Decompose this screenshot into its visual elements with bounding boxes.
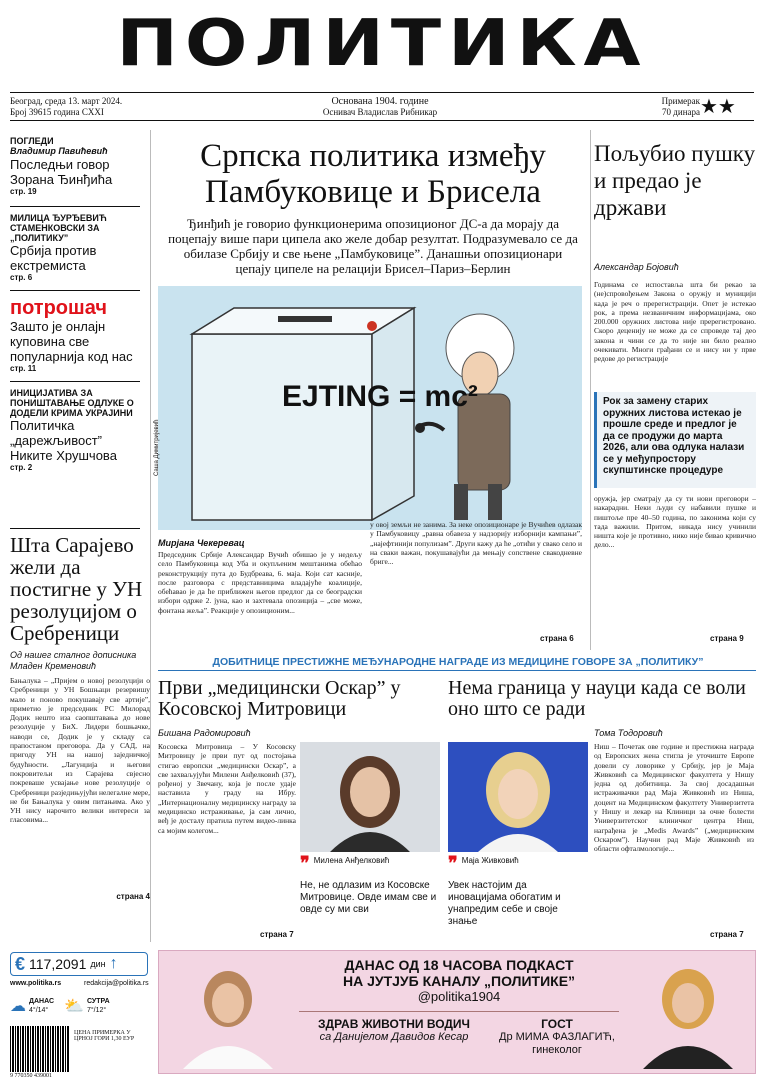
guest-label: ГОСТ [541,1017,573,1031]
rifle-page: страна 9 [710,634,744,643]
maja-photo [448,742,588,852]
masthead [0,0,764,90]
lead-byline: Мирјана Чекеревац [158,538,245,548]
weather-temp: 7°/12° [86,1007,107,1014]
portrait-image [448,742,588,852]
arrow-up-icon: ↑ [109,955,118,972]
lead-page: страна 6 [540,634,574,643]
euro-icon: € [15,953,26,974]
quote-icon: ❞ [300,853,310,873]
story1-page: страна 7 [260,930,294,939]
divider [10,206,140,207]
podcast-line1: ДАНАС ОД 18 ЧАСОВА ПОДКАСТ [344,957,574,973]
website-link[interactable]: www.politika.rs [10,980,62,987]
story1-body: Косовска Митровица – У Косовску Митровицу је први пут од постојања стигао европски „медицински Оскар”, а све захваљујући Милени Анђелковић (37), рођеној у Звечану, која је после удаје наставила у граду на Ибру. „Интернационалну медицинску награду за медицинско истраживање, ја сам лично, веђ је досталу пратила путем видео-линка са мојим колегом... [158,742,296,835]
podcast-promo[interactable] [158,950,756,1074]
sarajevo-headline: Шта Сарајево жели да постигне у УН резолуцијом о Сребреници [10,533,143,645]
quote-text: Увек настојим да иновацијама обогатим и унапредим себе и своје знање [448,880,561,927]
teaser-section: ПОГЛЕДИ [10,136,54,146]
price: 70 динара [662,107,700,117]
dateline: Београд, среда 13. март 2024. [10,96,123,106]
sarajevo-body: Бањалука – „Пријем о новој резолуцији о Сребреници у УН Бошњаци резервишу мало и поново покушавају све артије”, приметио је председник РС Милорад Додик нешто иза саопштавања до нове резолуције у БиХ. Лидери бошњачке, наводи се, Додик је у складу са прапостаном преговора. Да у САД, на пригоду УН на нашој заједничкој будућности. „Лагунџија и његови покровитељи из Сарајева свјесно покреваше усвајање нове резолуције о Сребреници разједињујући нелегалне мере, не би Бањалука у овим питањима. Ако у УН нису нарочито велики интереси за гласовима... [10,676,150,825]
teaser-section: МИЛИЦА ЂУРЂЕВИЋ СТАМЕНКОВСКИ ЗА „ПОЛИТИКУ” [10,213,107,243]
issue-number: Број 39615 година CXXI [10,107,104,117]
story1-headline[interactable]: Први „медицински Оскар” у Косовској Митровици [158,677,401,720]
barcode-number: 9 770350 439001 [10,1073,52,1079]
weather-day: ДАНАС [29,998,55,1005]
founded-text: Основана 1904. године [331,96,429,107]
rifle-byline: Александар Бојовић [594,262,679,272]
show-hosts: са Данијелом Давидов Кесар [319,1031,469,1043]
header-bottom-rule [10,120,754,121]
rifle-box-text: Рок за замену старих оружних листова истекао је прошле среде и предлог је да се продужи до марта 2026, али ова одлука налази се у међупростору скупштинске процедуре [603,396,745,476]
divider [10,381,140,382]
divider [10,290,140,291]
podcast-line2: НА ЈУТЈУБ КАНАЛУ „ПОЛИТИКЕ” [342,973,576,989]
awards-banner: ДОБИТНИЦЕ ПРЕСТИЖНЕ МЕЂУНАРОДНЕ НАГРАДЕ ИЗ МЕДИЦИНЕ ГОВОРЕ ЗА „ПОЛИТИКУ” [212,656,704,668]
weather-block [10,992,150,1020]
lead-headline: Српска политика између Памбуковице и Брисела [200,138,546,210]
exchange-rate-box [10,952,148,976]
teaser-headline: Србија против екстремиста [10,243,97,273]
small-print: ЦЕНА ПРИМЕРКА У ЦРНОЈ ГОРИ 1,30 ЕУР [74,1030,135,1042]
rifle-highlight-box [594,392,756,488]
teaser-consumer[interactable] [10,297,140,373]
divider [299,1011,619,1012]
cloud-icon: ☁ [10,998,26,1015]
teaser-section: ИНИЦИЈАТИВА ЗА ПОНИШТАВАЊЕ ОДЛУКЕ О ДОДЕЛИ КРИМА УКРАЈИНИ [10,388,134,418]
story2-headline[interactable]: Нема граница у науци када се воли оно што се ради [448,677,746,720]
guest-name: Др МИМА ФАЗЛАГИЋ, [499,1031,615,1043]
sarajevo-byline: Од нашег сталног дописника Младен Кременовић [10,650,137,671]
weather-temp: 4°/14° [29,1007,49,1014]
teaser-headline: Политичка „дарежљивост” Никите Хрушчова [10,418,117,463]
teaser-page: стр. 2 [10,463,33,472]
teaser-page: стр. 11 [10,364,37,373]
founder-text: Оснивач Владислав Рибникар [322,107,438,117]
exchange-rate-value: 117,2091 [29,956,87,972]
show-info [299,1017,489,1044]
quote-icon: ❞ [448,853,458,873]
rifle-body-2: оружја, јер сматрају да су ти нови преговори – накарадни. Неки људи су набавили пушке и пиштоље пре 40–50 година, по законима који су тада важили. Притом, никада нису учинили ништа које је противно, нико није бивао кривично дело... [594,494,756,550]
teaser-author: Владимир Павићевић [10,146,108,156]
teaser-headline: Последњи говор Зорана Ђинђића [10,157,113,187]
banner-rule [158,670,756,671]
quote-name: Маја Живковић [461,856,519,865]
story2-quote [448,853,588,928]
story2-page: страна 7 [710,930,744,939]
quote-text: Не, не одлазим из Косовске Митровице. Овде имам све и овде су ми сви [300,880,437,915]
milena-photo [300,742,440,852]
show-title: ЗДРАВ ЖИВОТНИ ВОДИЧ [318,1017,470,1031]
price-block [620,96,700,118]
weather-today [10,992,54,1020]
sarajevo-story[interactable] [10,534,150,901]
newspaper-logo: ПОЛИТИКА [116,7,648,81]
column-divider [150,130,151,942]
masthead-rule [10,92,754,93]
guest-role: гинеколог [532,1044,582,1056]
left-column [10,136,140,472]
weather-tomorrow [64,992,110,1020]
rifle-headline[interactable]: Пољубио пушку и предао је држави [594,141,756,220]
cloud-sun-icon: ⛅ [64,998,84,1015]
lead-cartoon [154,286,582,530]
teaser-headline: Зашто је онлајн куповина све популарнија код нас [10,319,133,364]
podcast-title [299,957,619,1005]
guest-info [495,1017,619,1057]
cartoon-credit: Саша Димитријевић [154,419,160,476]
email-link[interactable]: redakcija@politika.rs [84,980,149,987]
lead-story[interactable] [158,138,588,210]
stars-icon: ★★ [700,94,736,118]
teaser-page: стр. 6 [10,273,33,282]
teaser-interview[interactable] [10,213,140,282]
teaser-crimea[interactable] [10,388,140,472]
story2-body: Ниш – Почетак ове године и престижна награда од Европских жена стигла је уточиште Европе довели су ловорике у Србију, јер је Маја Живковић са Медицинског факултета у Нишу једна од добитница. За свој досадашњи истраживачки рад Маја Живковић из Ниша, доцент на Медицинском факултету Универзитета у Нишу и лекар на Клиници за очне болести Универзитетског клиничког центра Ниш, награђена је „Medis Awards” („медицинским Оскаром”). Научни рад Маје Живковић из области офталмологије... [594,742,754,854]
copy-label: Примерак [661,96,700,106]
youtube-handle[interactable]: @politika1904 [417,989,501,1004]
cartoon-formula: EJTING = mc² [282,380,478,413]
guest-photo [625,957,751,1069]
lead-deck: Ђинђић је говорио функционерима опозиционог ДС-а да морају да поцепају више пари ципела ако желе добар резултат. Подразумевало се да обилазе Србију и све њене „Памбуковице”. Данашњи опозиционари цепају ципеле на релацији Брисел–Париз–Берлин [168,216,578,276]
exchange-rate-unit: дин [90,959,106,969]
sarajevo-page: страна 4 [116,892,150,901]
quote-name: Милена Анђелковић [313,856,390,865]
weather-day: СУТРА [86,998,110,1005]
story1-quote [300,853,440,916]
story1-byline: Бишана Радомировић [158,728,251,738]
lead-body-col2: у овој земљи не занима. За неке опозиционаре је Вучићев одлазак у Памбуковицу „равна обавеза у надзорију изборнији кампањи”, „најефтинији популизам”. Други кажу да ће „отићи у свако село и на сваки важан, покушавајући да мењају сопствене свакодневне бриге... [370,520,582,567]
teaser-page: стр. 19 [10,187,37,196]
divider [10,528,140,529]
barcode [10,1026,70,1072]
founded-block [300,96,460,118]
lead-body-col1: Председник Србије Александар Вучић обишао је у недељу село Памбуковица код Уба и окупљеним мештанима обећао реконструкцију пута до Будбреава, 6. маја. Који сат касније, после разговора с представницима владајуће коалиције, обећавао је да ће приближен његов предлог да се београдски избори одрже 2. јуна, као и захтевала опозиција – „све може, фонтана жеља”. Реакције у опозиционим... [158,550,362,615]
portrait-image [300,742,440,852]
host-photo [165,957,291,1069]
potrosac-logo: потрошач [10,297,107,319]
story2-byline: Тома Тодоровић [594,728,663,738]
rifle-body: Годинама се испоставља шта би рекао за (не)спровођењем Закона о оружју и муницији када је реч о пререгистрацији. Опет је истекао рок, а према незваничним информацијама, око 200.000 оружних листова није пререгистровано. Скоро децениjу не може да се спроведе тај део закона и чини се да то није ни било реално очекивати. Многи грађани се и нису ни у прве редове до регистрације [594,280,756,364]
dateline-block [10,96,210,118]
column-divider [590,130,591,650]
teaser-views[interactable] [10,136,140,196]
